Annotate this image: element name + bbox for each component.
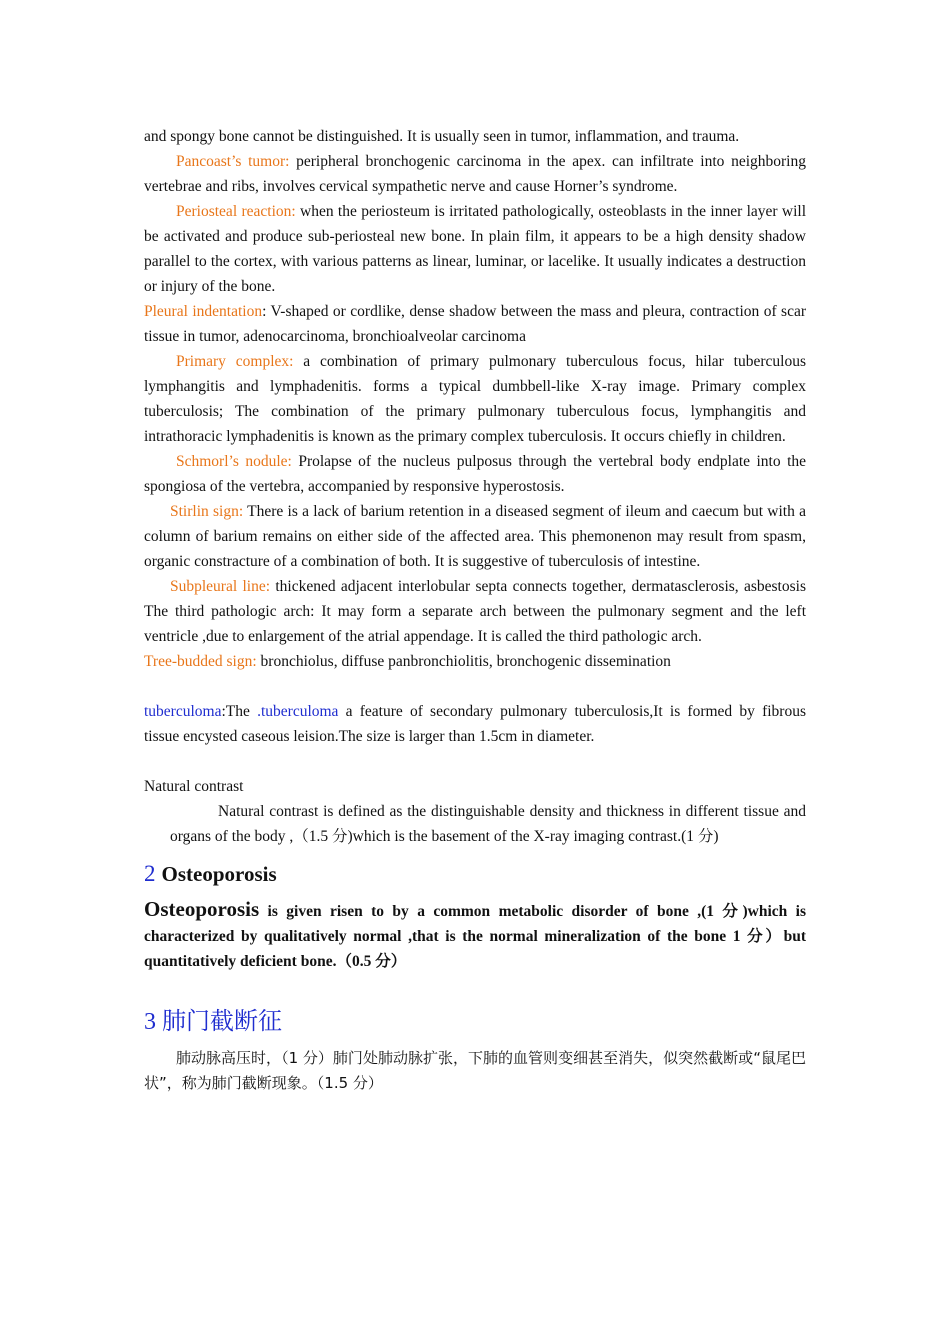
term-label: Periosteal reaction:	[176, 203, 296, 220]
definition-text: peripheral bronchogenic carcinoma in the apex. can infiltrate into neighboring vertebrae and ribs, involves cervical sympathetic nerve and cause Horner’s syndrome.	[144, 153, 806, 195]
section-heading-hilar-cutoff	[144, 1004, 806, 1040]
term-label: Pancoast’s tumor:	[176, 153, 290, 170]
natural-contrast-heading: Natural contrast	[144, 778, 244, 795]
definition-schmorls-nodule	[144, 449, 806, 499]
section-heading-osteoporosis	[144, 859, 806, 889]
definition-pancoast-tumor	[144, 149, 806, 199]
definition-subpleural-line	[144, 574, 806, 649]
definition-text: thickened adjacent interlobular septa connects together, dermatasclerosis, asbestosis The third pathologic arch: It may form a separate arch between the pulmonary segment and the left ventricle ,due to enlargement of the atrial appendage. It is called the third pathologic arch.	[144, 578, 806, 645]
document-content	[144, 124, 806, 1096]
term-label: tuberculoma	[144, 703, 222, 720]
hilar-cutoff-definition: 肺动脉高压时，（1 分）肺门处肺动脉扩张，下肺的血管则变细甚至消失，似突然截断或“鼠尾巴状”，称为肺门截断现象。（1.5 分）	[144, 1049, 806, 1092]
term-label: Schmorl’s nodule:	[176, 453, 292, 470]
paragraph-text: and spongy bone cannot be distinguished. It is usually seen in tumor, inflammation, and trauma.	[144, 128, 740, 145]
definition-tuberculoma	[144, 699, 806, 749]
definition-text: when the periosteum is irritated pathologically, osteoblasts in the inner layer will be activated and produce sub-periosteal new bone. In plain film, it appears to be a high density shadow parallel to the cortex, with various patterns as linear, luminar, or lacelike. It usually indicates a destruction or injury of the bone.	[144, 203, 806, 295]
definition-pleural-indentation	[144, 299, 806, 349]
section-number: 2	[144, 861, 156, 886]
section-title: 肺门截断征	[162, 1009, 282, 1035]
definition-text: a feature of secondary pulmonary tuberculosis,It is formed by fibrous tissue encysted caseous leision.The size is larger than 1.5cm in diameter.	[144, 703, 806, 745]
osteoporosis-definition	[144, 897, 806, 974]
term-label: Stirlin sign:	[170, 503, 244, 520]
definition-text: : V-shaped or cordlike, dense shadow between the mass and pleura, contraction of scar tissue in tumor, adenocarcinoma, bronchioalveolar carcinoma	[144, 303, 807, 345]
spacer	[144, 674, 806, 699]
section-number: 3	[144, 1009, 156, 1035]
spacer	[144, 749, 806, 774]
term-label-secondary: .tuberculoma	[257, 703, 339, 720]
definition-primary-complex	[144, 349, 806, 449]
definition-periosteal-reaction	[144, 199, 806, 299]
natural-contrast-block	[144, 799, 806, 849]
term-label: Subpleural line:	[170, 578, 271, 595]
definition-text: Prolapse of the nucleus pulposus through the vertebral body endplate into the spongiosa of the vertebra, accompanied by responsive hyperostosis.	[144, 453, 807, 495]
definition-text: There is a lack of barium retention in a diseased segment of ileum and caecum but with a column of barium remains on either side of the affected area. This phemonenon may result from spasm, organic constracture of a combination of both. It is suggestive of tuberculosis of intestine.	[144, 503, 806, 570]
section-title: Osteoporosis	[161, 862, 277, 886]
term-label: Primary complex:	[176, 353, 294, 370]
osteoporosis-text: is given risen to by a common metabolic disorder of bone ,(1 分)which is characterized by qualitatively normal ,that is the normal mineralization of the bone 1 分）but quantitatively deficient bone.（0.5 分）	[144, 903, 806, 970]
definition-text: :The	[221, 703, 258, 720]
natural-contrast-body: Natural contrast is defined as the distinguishable density and thickness in different tissue and organs of the body ,（1.5 分)which is the basement of the X-ray imaging contrast.(1 分)	[170, 803, 806, 845]
term-label: Pleural indentation	[144, 303, 263, 320]
term-label: Tree-budded sign:	[144, 653, 257, 670]
definition-stirlin-sign	[144, 499, 806, 574]
definition-text: bronchiolus, diffuse panbronchiolitis, bronchogenic dissemination	[256, 653, 671, 670]
paragraph-continuation	[144, 124, 806, 149]
definition-text: a combination of primary pulmonary tuberculous focus, hilar tuberculous lymphangitis and lymphadenitis. forms a typical dumbbell-like X-ray image. Primary complex tuberculosis; The combination of the primary pulmonary tuberculous focus, lymphangitis and intrathoracic lymphadenitis is known as the primary complex tuberculosis. It occurs chiefly in children.	[144, 353, 806, 445]
definition-tree-budded-sign	[144, 649, 806, 674]
osteoporosis-lead: Osteoporosis	[144, 897, 260, 921]
